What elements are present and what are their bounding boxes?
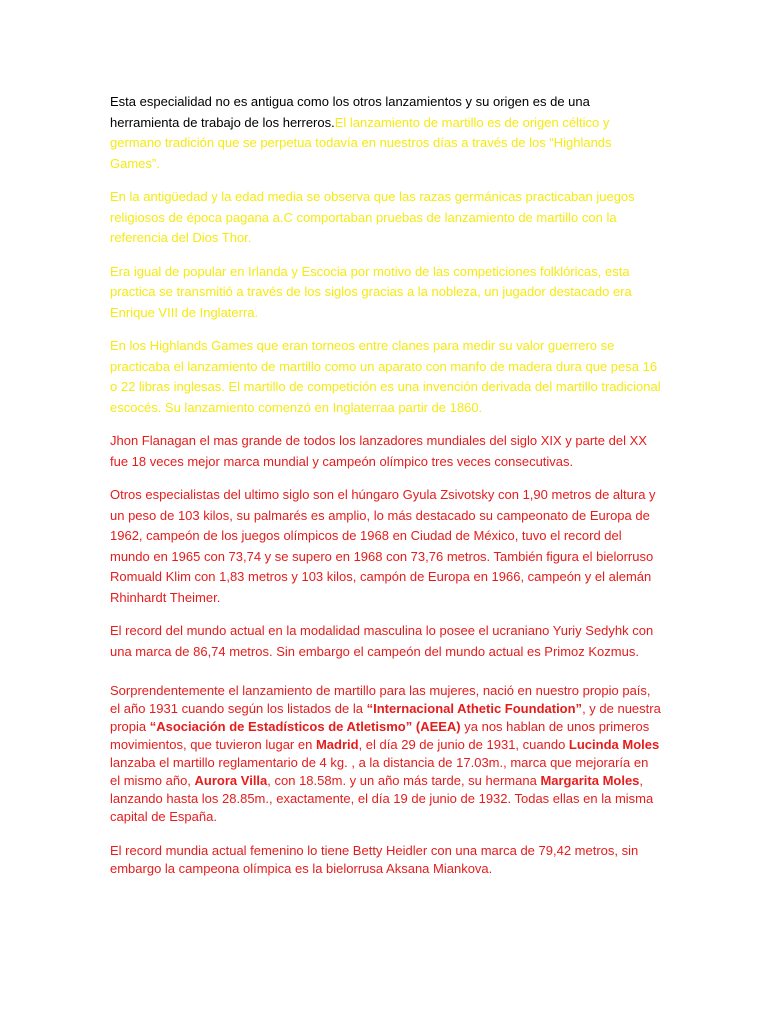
women-text-7: , con 18.58m. y un año más tarde, su hermana xyxy=(267,773,541,788)
paragraph-men-world-record: El record del mundo actual en la modalidad masculina lo posee el ucraniano Yuriy Sedyhk con una marca de 86,74 metros. Sin embargo el campeón del mundo actual es Primoz Kozmus. xyxy=(110,623,654,659)
women-bold-margarita: Margarita Moles xyxy=(540,773,640,788)
paragraph-women-world-record: El record mundia actual femenino lo tiene Betty Heidler con una marca de 79,42 metros, sin embargo la campeona olímpica es la bielorrusa Aksana Miankova. xyxy=(110,843,639,876)
paragraph-ireland-scotland: Era igual de popular en Irlanda y Escocia por motivo de las competiciones folklóricas, esta practica se transmitió a través de los siglos gracias a la nobleza, un jugador destacado era Enrique VIII de Inglaterra. xyxy=(110,263,632,320)
paragraph-flanagan: Jhon Flanagan el mas grande de todos los lanzadores mundiales del siglo XIX y parte del XX fue 18 veces mejor marca mundial y campeón olímpico tres veces consecutivas. xyxy=(110,433,647,469)
women-bold-aeea: (AEEA) xyxy=(415,719,461,734)
women-bold-foundation: “Internacional Athetic Foundation” xyxy=(366,701,583,716)
origin-text-yellow: El lanzamiento de martillo es de origen céltico y germano tradición que se perpetua todavía en nuestros días a través de los “Highlands Games”. xyxy=(110,114,612,171)
women-text-5: , el día 29 de junio de 1931, cuando xyxy=(358,737,569,752)
women-text-1: Sorprendentemente el lanzamiento de martillo para las mujeres, nació en nuestro propio país, el año 1931 cuando según los listados de la xyxy=(110,683,651,716)
document-page xyxy=(110,92,662,891)
women-bold-association: “Asociación de Estadísticos de Atletismo” xyxy=(149,719,413,734)
origin-text-black: Esta especialidad no es antigua como los otros lanzamientos y su origen es de una herramienta de trabajo de los herreros. xyxy=(110,94,590,130)
women-text-2: , y de nuestra propia xyxy=(110,701,661,734)
women-text-8: , lanzando hasta los 28.85m., exactamente, el día 19 de junio de 1932. Todas ellas en la misma capital de España. xyxy=(110,773,654,824)
paragraph-antiquity: En la antigüedad y la edad media se observa que las razas germánicas practicaban juegos religiosos de época pagana a.C comportaban pruebas de lanzamiento de martillo con la referencia del Dios Thor. xyxy=(110,189,635,245)
paragraph-highlands-games: En los Highlands Games que eran torneos entre clanes para medir su valor guerrero se practicaba el lanzamiento de martillo como un aparato con manfo de madera dura que pesa 16 o 22 libras inglesas. El martillo de competición es una invención derivada del martillo tradicional escocés. Su lanzamiento comenzó en Inglaterraa partir de 1860. xyxy=(110,338,661,415)
women-bold-lucinda: Lucinda Moles xyxy=(568,737,660,752)
paragraph-other-specialists: Otros especialistas del ultimo siglo son el húngaro Gyula Zsivotsky con 1,90 metros de altura y un peso de 103 kilos, su palmarés es amplio, lo más destacado su campeonato de Europa de 1962, campeón de los juegos olímpicos de 1968 en Ciudad de México, tuvo el record del mundo en 1965 con 73,74 y se supero en 1968 con 73,76 metros. También figura el bielorruso Romuald Klim con 1,83 metros y 103 kilos, campón de Europa en 1966, campeón y el alemán Rhinhardt Theimer. xyxy=(110,487,656,605)
women-text-6: lanzaba el martillo reglamentario de 4 kg. , a la distancia de 17.03m., marca que mejoraría en el mismo año, xyxy=(110,755,649,788)
women-bold-madrid: Madrid xyxy=(315,737,359,752)
paragraph-origin xyxy=(110,92,662,174)
women-bold-aurora: Aurora Villa xyxy=(194,773,268,788)
women-text-4: ya nos hablan de unos primeros movimientos, que tuvieron lugar en xyxy=(110,719,650,752)
paragraph-women-history xyxy=(110,682,662,826)
